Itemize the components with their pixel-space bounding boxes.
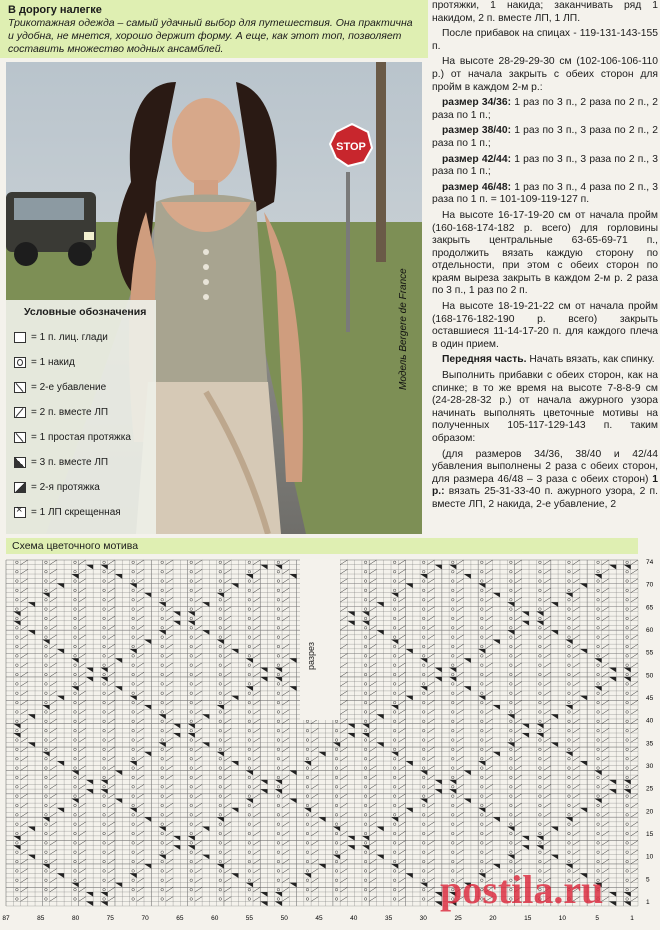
y-tick-label: 25 [646,785,654,793]
x-tick-label: 1 [630,915,634,922]
size-text: 1 раз по 3 п., 4 раза по 2 п., 3 раза по 1 п. = 101-109-119-127 п. [432,181,658,206]
x-tick-label: 10 [558,915,567,922]
intro-title: В дорогу налегке [8,4,102,16]
x-tick-label: 20 [489,915,497,922]
legend-label: = 1 п. лиц. глади [31,332,108,343]
legend-item [14,375,148,400]
second-slip-icon [14,482,26,493]
size-46-48 [432,182,658,207]
diagram-title: Схема цветочного мотива [6,538,638,554]
y-tick-label: 35 [646,740,654,748]
photo-credit: Модель Bergere de France [398,268,409,390]
size-42-44 [432,154,658,179]
size-38-40 [432,125,658,150]
legend-item [14,325,148,350]
x-tick-label: 60 [211,915,219,922]
size-label: размер 34/36: [442,97,512,109]
x-tick-label: 30 [419,915,427,922]
k3tog-icon [14,457,26,468]
x-tick-label: 35 [384,915,393,922]
y-tick-label: 74 [646,559,654,566]
legend-label: = 1 ЛП скрещенная [31,507,121,518]
simple-slip-icon [14,432,26,443]
row1-text: вязать 25-31-33-40 п. ажурного узора, 2 п. вместе ЛП, 2 накида, 2-е убавление, 2 [432,486,658,510]
legend-item [14,425,148,450]
instructions-column [432,0,658,540]
y-tick-label: 15 [646,831,654,838]
legend-item [14,450,148,475]
legend-label: = 2-я протяжка [31,482,100,493]
y-tick-label: 60 [646,627,654,634]
size-text: 1 раз по 3 п., 3 раза по 2 п., 2 раза по 1 п.; [432,125,658,149]
front-part [432,354,658,367]
size-label: размер 46/48: [442,181,512,193]
pole [376,62,386,262]
x-tick-label: 85 [37,915,45,922]
y-tick-label: 10 [646,853,654,861]
legend-item [14,400,148,425]
legend-panel [6,300,156,534]
size-34-36 [432,97,658,122]
x-tick-label: 70 [141,915,149,922]
x-tick-label: 5 [595,915,600,922]
legend-item [14,475,148,500]
x-tick-label: 40 [350,915,358,922]
x-tick-label: 87 [2,915,10,922]
legend-title: Условные обозначения [24,306,147,318]
y-tick-label: 65 [646,604,654,612]
y-tick-label: 30 [646,763,654,770]
y-tick-label: 50 [646,672,654,680]
y-tick-label: 1 [646,899,650,906]
paragraph: На высоте 16-17-19-20 см от начала пройм (160-168-174-182 р. всего) для горловины закрыть центральные 63-65-69-71 п., продолжить вязать каждую сторону по отдельности, при этом с обеих сторон по краям выреза закрыть в каждом 2-м р. 2 раза по 3 п., 1 раз по 2 п. [432,209,658,297]
x-tick-label: 15 [524,915,532,922]
intro-line-2: А еще, как этот топ, позволяет составить множество модных ансамблей. [8,30,402,55]
watermark: postila.ru [440,867,604,912]
y-tick-label: 45 [646,695,654,702]
legend-item [14,350,148,375]
size-text: 1 раз по 3 п., 3 раза по 2 п., 3 раза по 1 п.; [432,153,658,178]
size-label: размер 38/40: [442,125,512,137]
intro-text [8,17,420,56]
empty-square-icon [14,332,26,343]
size-text: 1 раз по 3 п., 2 раза по 2 п., 2 раза по 1 п.; [432,97,658,121]
twisted-knit-icon [14,507,26,518]
x-tick-label: 55 [245,915,254,922]
cut-label: разрез [306,642,316,670]
x-tick-label: 65 [176,915,184,922]
row1-note: (для размеров 34/36, 38/40 и 42/44 убавления выполнены 2 раза с обеих сторон, для размера 46/48 – 3 раза с обеих сторон) [432,448,658,485]
front-label: Передняя часть. [442,354,527,366]
stop-sign-text: STOP [336,141,366,153]
legend-label: = 2 п. вместе ЛП [31,407,109,418]
y-tick-label: 70 [646,581,654,589]
x-axis-ticks [2,915,634,922]
x-tick-label: 25 [454,915,462,922]
x-tick-label: 80 [71,915,80,922]
paragraph: После прибавок на спицах - 119-131-143-155 п. [432,28,658,52]
y-tick-label: 55 [646,649,654,657]
y-tick-label: 40 [646,717,654,725]
legend-label: = 1 накид [31,357,75,368]
y-tick-label: 5 [646,876,650,884]
sign-post [346,172,350,332]
paragraph: На высоте 28-29-29-30 см (102-106-106-110 р.) от начала закрыть с обеих сторон для пройм в каждом 2-м р.: [432,56,658,93]
paragraph: протяжки, 1 накида; заканчивать ряд 1 накидом, 2 п. вместе ЛП, 1 ЛП. [432,0,658,24]
legend-label: = 2-е убавление [31,382,107,393]
yarn-over-icon [14,357,26,368]
size-label: размер 42/44: [442,153,512,165]
y-tick-label: 20 [646,808,654,816]
row1-label: 1 р.: [432,473,658,498]
x-tick-label: 50 [280,915,288,922]
legend-label: = 3 п. вместе ЛП [31,457,109,468]
paragraph-row1 [432,449,658,512]
k2tog-icon [14,407,26,418]
paragraph: Выполнить прибавки с обеих сторон, как на спинке; в то же время на высоте 7-8-8-9 см (24-28-28-32 р.) от начала ажурного узора начинать выполнять цветочные мотивы на полученных 105-117-129-143 п. таким образом: [432,370,658,444]
paragraph: На высоте 18-19-21-22 см от начала пройм (168-176-182-190 р. всего) закрыть оставшиеся 11-14-17-20 п. для каждого плеча в один прием. [432,301,658,350]
intro-box [0,0,428,58]
legend-item [14,500,148,525]
y-axis-ticks [646,559,654,906]
second-decrease-icon [14,382,26,393]
x-tick-label: 75 [106,915,114,922]
x-tick-label: 45 [315,915,323,922]
front-text: Начать вязать, как спинку. [526,354,655,366]
intro-line-1: Трикотажная одежда – самый удачный выбор для путешествия. Она практична и удобна, не мнется, хорошо держит форму. [8,17,413,42]
legend-label: = 1 простая протяжка [31,432,131,443]
